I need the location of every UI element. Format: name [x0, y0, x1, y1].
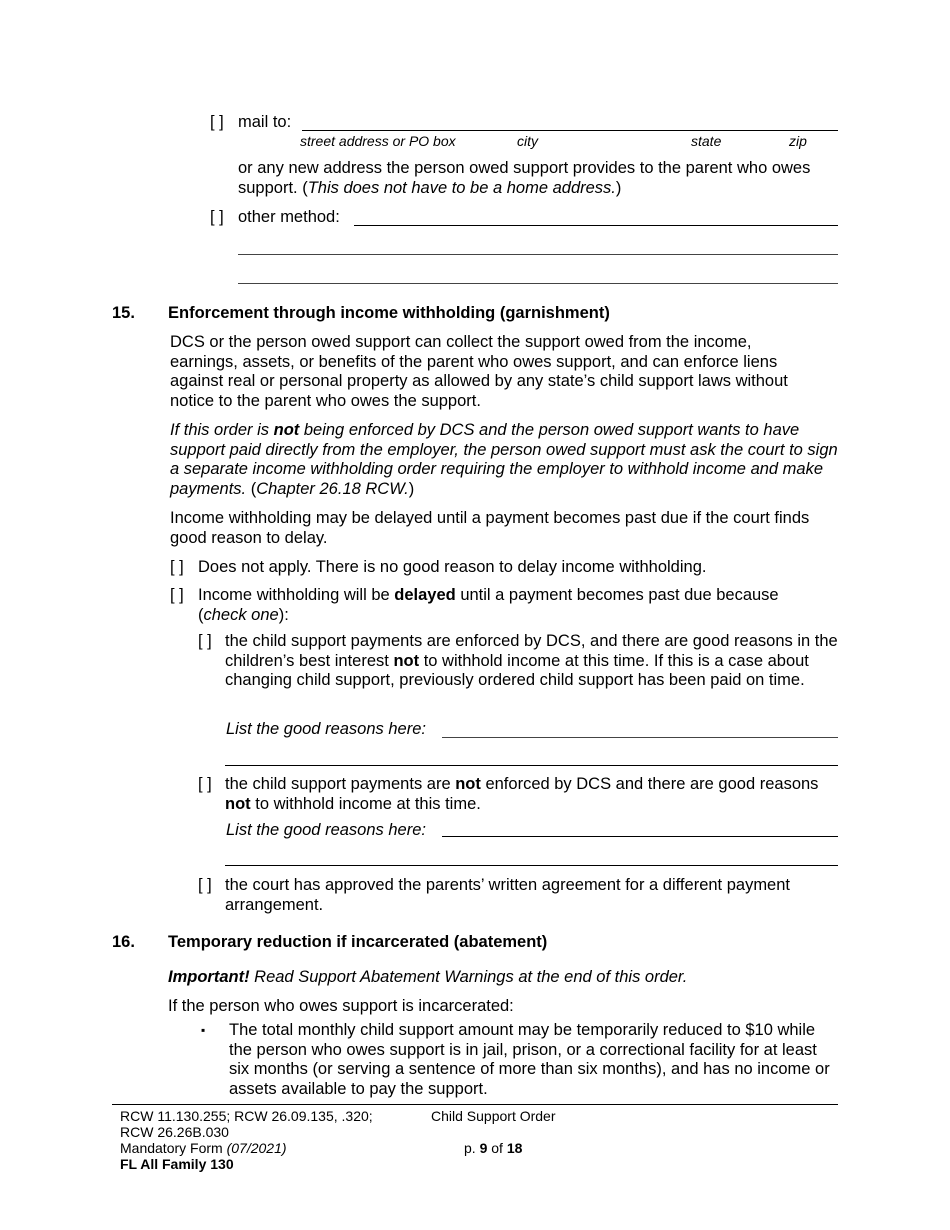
footer-page: p. 9 of 18 — [464, 1140, 523, 1156]
sub1-text: the child support payments are enforced by DCS, and there are good reasons in the children’s best interest not to withhold income at this time. If this is a case about changing child support, previously ordered child support has been paid on time. — [225, 632, 838, 689]
mail-checkbox[interactable]: [ ] — [210, 113, 224, 131]
footer-title: Child Support Order — [431, 1108, 556, 1124]
section-16-title: Temporary reduction if incarcerated (abatement) — [168, 933, 548, 951]
section-15-title: Enforcement through income withholding (garnishment) — [168, 304, 610, 322]
section-15-para-1: DCS or the person owed support can collect the support owed from the income, earnings, assets, or benefits of the parent who owes support, and can enforce liens against real or personal property as allowed by any state’s child support laws without notice to the parent who owes the support. — [170, 333, 788, 410]
reasons-field-1[interactable] — [442, 737, 838, 738]
section-15-number: 15. — [112, 304, 135, 322]
sub3-checkbox[interactable]: [ ] — [198, 876, 212, 894]
reasons-label-2: List the good reasons here: — [226, 821, 426, 839]
footer-rcw-1: RCW 11.130.255; RCW 26.09.135, .320; — [120, 1108, 373, 1124]
footer-form-id: FL All Family 130 — [120, 1156, 234, 1172]
opt1-checkbox[interactable]: [ ] — [170, 558, 184, 576]
footer-divider — [112, 1104, 838, 1105]
mail-label: mail to: — [238, 113, 292, 131]
other-method-field[interactable] — [354, 225, 838, 226]
bullet-icon: ▪ — [201, 1023, 206, 1037]
sub2-checkbox[interactable]: [ ] — [198, 775, 212, 793]
important-note: Important! Read Support Abatement Warnings at the end of this order. — [168, 968, 688, 986]
reasons-label-1: List the good reasons here: — [226, 720, 426, 738]
opt2-text: Income withholding will be delayed until a payment becomes past due because (check one): — [198, 586, 779, 624]
mail-address-field[interactable] — [302, 130, 838, 131]
sub1-checkbox[interactable]: [ ] — [198, 632, 212, 650]
footer-left — [120, 1108, 373, 1172]
section-16-intro: If the person who owes support is incarcerated: — [168, 997, 514, 1015]
section-15-para-3: Income withholding may be delayed until a payment becomes past due if the court finds good reason to delay. — [170, 509, 810, 547]
opt1-text: Does not apply. There is no good reason to delay income withholding. — [198, 558, 707, 576]
footer-form: Mandatory Form (07/2021) — [120, 1140, 287, 1156]
city-label: city — [517, 133, 538, 149]
sub3-text: the court has approved the parents’ written agreement for a different payment arrangement. — [225, 876, 790, 914]
section-16-bullet-1: The total monthly child support amount may be temporarily reduced to $10 while the person who owes support is in jail, prison, or a correctional facility for at least six months (or serving a sentence of more than six months), and has no income or assets available to pay the support. — [229, 1021, 830, 1098]
state-label: state — [691, 133, 722, 149]
other-method-line-2[interactable] — [238, 254, 838, 255]
section-16-number: 16. — [112, 933, 135, 951]
section-15-para-2: If this order is not being enforced by DCS and the person owed support wants to have support paid directly from the employer, the person owed support must ask the court to sign a separate income withholding order requiring the employer to withhold income and make payments. (Chapter 26.18 RCW.) — [170, 421, 838, 498]
footer-rcw-2: RCW 26.26B.030 — [120, 1124, 229, 1140]
other-method-label: other method: — [238, 208, 340, 226]
reasons-field-2b[interactable] — [225, 865, 838, 866]
other-method-checkbox[interactable]: [ ] — [210, 208, 224, 226]
street-label: street address or PO box — [300, 133, 456, 149]
sub2-text: the child support payments are not enforced by DCS and there are good reasons not to withhold income at this time. — [225, 775, 819, 813]
other-method-line-3[interactable] — [238, 283, 838, 284]
opt2-checkbox[interactable]: [ ] — [170, 586, 184, 604]
reasons-field-2[interactable] — [442, 836, 838, 837]
reasons-field-1b[interactable] — [225, 765, 838, 766]
zip-label: zip — [789, 133, 807, 149]
mail-note: or any new address the person owed support provides to the parent who owes support. (This does not have to be a home address.) — [238, 159, 811, 197]
